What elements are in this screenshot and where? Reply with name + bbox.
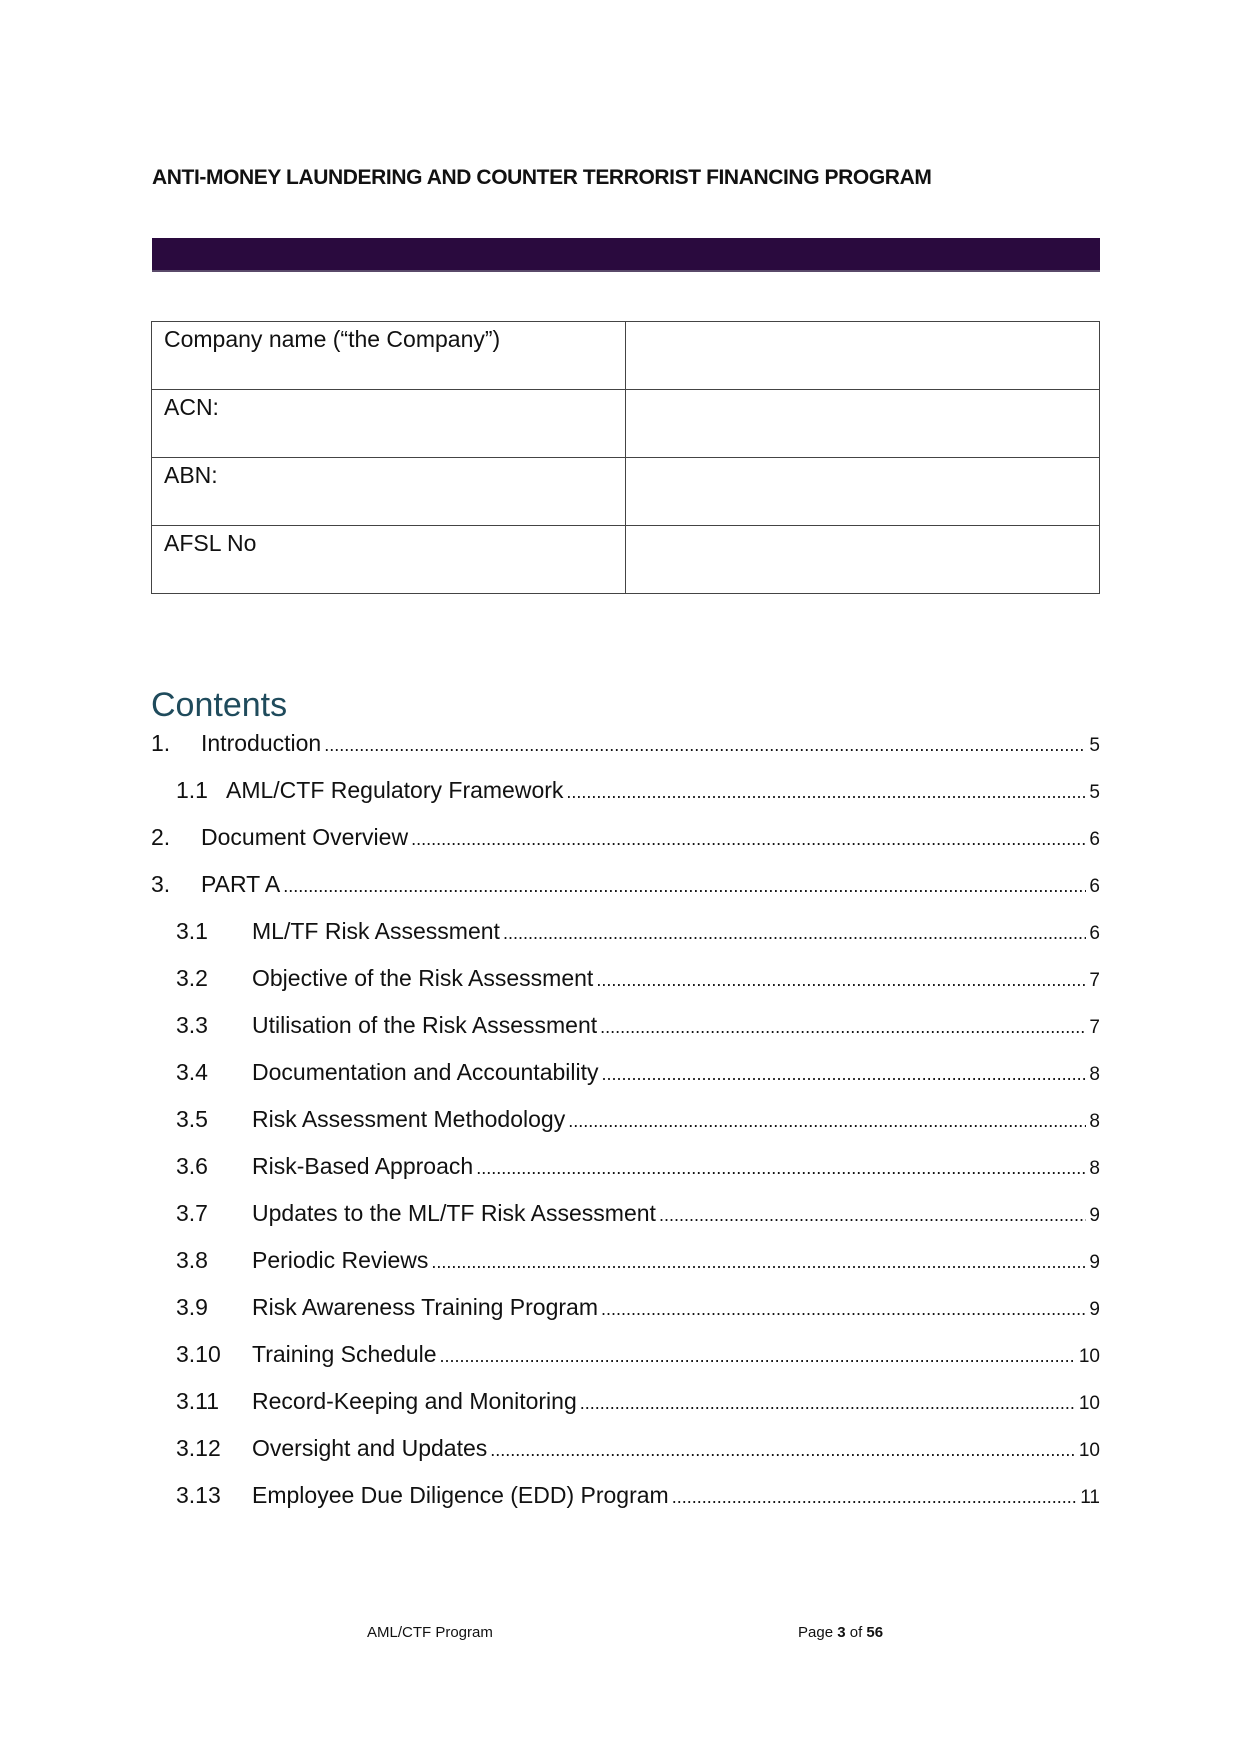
toc-label: Employee Due Diligence (EDD) Program [252,1482,669,1508]
toc-entry[interactable] [151,1388,1100,1435]
toc-label: Objective of the Risk Assessment [252,965,594,991]
company-details-table [151,321,1100,594]
toc-page: 8 [1089,1111,1100,1132]
toc-page: 9 [1089,1299,1100,1320]
toc-label: Oversight and Updates [252,1435,488,1461]
toc-leader [601,1299,1086,1320]
toc-page: 10 [1078,1440,1100,1461]
page-current: 3 [837,1624,846,1641]
toc-entry[interactable] [151,1435,1100,1482]
contents-heading: Contents [151,686,288,724]
field-label: AFSL No [152,526,626,594]
toc-leader [440,1346,1076,1367]
toc-number: 3.13 [176,1482,221,1508]
table-of-contents [151,730,1100,1529]
toc-page: 5 [1089,782,1100,803]
toc-number: 2. [151,824,171,850]
table-row [152,390,1100,458]
toc-page: 6 [1089,923,1100,944]
toc-number: 3.3 [176,1012,208,1038]
toc-leader [602,1064,1087,1085]
toc-leader [490,1440,1076,1461]
toc-page: 9 [1089,1205,1100,1226]
toc-entry[interactable] [151,1012,1100,1059]
toc-label: Periodic Reviews [252,1247,429,1273]
toc-page: 8 [1089,1064,1100,1085]
toc-leader [600,1017,1086,1038]
toc-leader [659,1205,1086,1226]
toc-label: Updates to the ML/TF Risk Assessment [252,1200,656,1226]
toc-label: AML/CTF Regulatory Framework [226,777,564,803]
toc-leader [596,970,1086,991]
toc-number: 3.8 [176,1247,208,1273]
field-value[interactable] [626,526,1100,594]
field-value[interactable] [626,322,1100,390]
toc-label: PART A [201,871,281,897]
footer-page-number [798,1624,883,1641]
document-title: ANTI-MONEY LAUNDERING AND COUNTER TERRORIST FINANCING PROGRAM [152,166,932,189]
toc-label: Risk Assessment Methodology [252,1106,566,1132]
toc-leader [580,1393,1076,1414]
toc-label: Documentation and Accountability [252,1059,599,1085]
toc-entry[interactable] [151,1341,1100,1388]
toc-label: Training Schedule [252,1341,437,1367]
field-label: ABN: [152,458,626,526]
field-label: Company name (“the Company”) [152,322,626,390]
toc-entry[interactable] [151,730,1100,777]
toc-number: 3.7 [176,1200,208,1226]
toc-label: Risk-Based Approach [252,1153,474,1179]
toc-leader [324,735,1086,756]
toc-leader [431,1252,1086,1273]
toc-page: 5 [1089,735,1100,756]
toc-entry[interactable] [151,918,1100,965]
toc-leader [411,829,1086,850]
toc-label: Document Overview [201,824,409,850]
page-prefix: Page [798,1624,834,1641]
toc-number: 3.12 [176,1435,221,1461]
toc-page: 10 [1078,1393,1100,1414]
toc-number: 3.10 [176,1341,221,1367]
toc-entry[interactable] [151,777,1100,824]
toc-page: 8 [1089,1158,1100,1179]
table-row [152,322,1100,390]
toc-leader [503,923,1086,944]
toc-number: 3. [151,871,171,897]
field-value[interactable] [626,458,1100,526]
toc-page: 7 [1089,970,1100,991]
toc-leader [476,1158,1086,1179]
toc-number: 3.9 [176,1294,208,1320]
toc-label: Utilisation of the Risk Assessment [252,1012,598,1038]
toc-entry[interactable] [151,1106,1100,1153]
toc-entry[interactable] [151,1247,1100,1294]
toc-number: 3.1 [176,918,208,944]
toc-leader [566,782,1086,803]
toc-leader [283,876,1086,897]
toc-page: 7 [1089,1017,1100,1038]
toc-page: 10 [1078,1346,1100,1367]
toc-label: ML/TF Risk Assessment [252,918,500,944]
toc-label: Record-Keeping and Monitoring [252,1388,577,1414]
toc-entry[interactable] [151,1059,1100,1106]
toc-number: 3.11 [176,1388,220,1414]
toc-entry[interactable] [151,1200,1100,1247]
toc-number: 3.2 [176,965,208,991]
toc-number: 1. [151,730,171,756]
field-label: ACN: [152,390,626,458]
toc-number: 3.6 [176,1153,208,1179]
table-row [152,458,1100,526]
toc-number: 3.5 [176,1106,208,1132]
toc-leader [672,1487,1078,1508]
toc-entry[interactable] [151,965,1100,1012]
page-total: 56 [866,1624,884,1641]
toc-page: 6 [1089,829,1100,850]
toc-entry[interactable] [151,824,1100,871]
toc-label: Introduction [201,730,322,756]
toc-number: 1.1 [176,777,208,803]
table-row [152,526,1100,594]
toc-entry[interactable] [151,1482,1100,1529]
toc-page: 11 [1080,1487,1100,1508]
toc-entry[interactable] [151,1294,1100,1341]
footer-title: AML/CTF Program [367,1624,493,1641]
toc-page: 9 [1089,1252,1100,1273]
toc-label: Risk Awareness Training Program [252,1294,598,1320]
toc-page: 6 [1089,876,1100,897]
toc-entry[interactable] [151,1153,1100,1200]
toc-entry[interactable] [151,871,1100,918]
page-of: of [849,1624,863,1641]
field-value[interactable] [626,390,1100,458]
header-bar [152,238,1100,272]
toc-number: 3.4 [176,1059,208,1085]
toc-leader [568,1111,1086,1132]
